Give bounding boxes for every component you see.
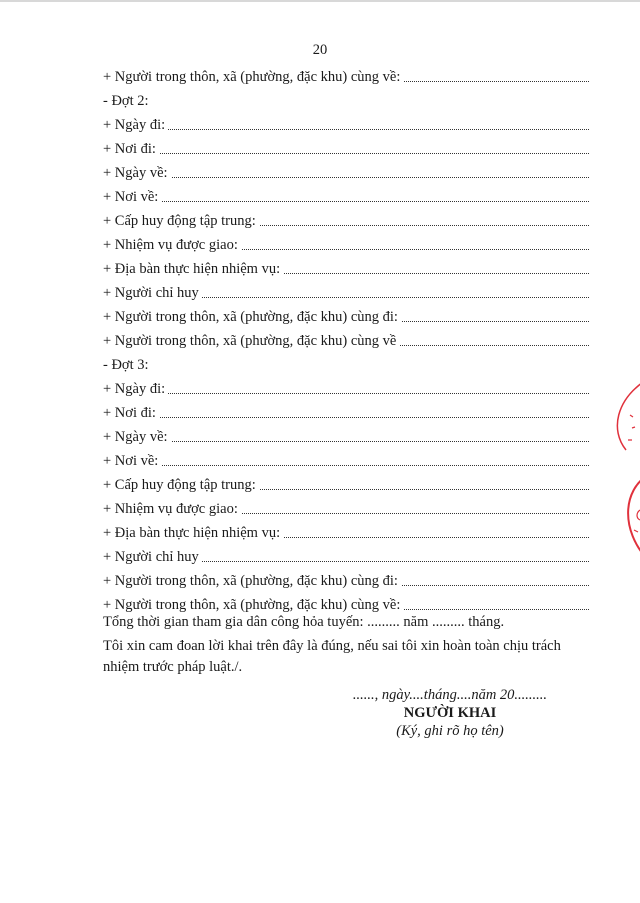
form-line-label: + Cấp huy động tập trung:: [103, 213, 259, 229]
form-line-label: + Người chỉ huy: [103, 549, 202, 565]
form-line-label: - Đợt 3:: [103, 357, 152, 373]
signature-title: NGƯỜI KHAI: [403, 705, 497, 721]
form-line-label: + Cấp huy động tập trung:: [103, 477, 259, 493]
form-line: [103, 572, 589, 590]
form-line-label: + Người trong thôn, xã (phường, đặc khu) cùng về: [103, 333, 399, 349]
form-line: [103, 140, 589, 158]
total-time-line: Tổng thời gian tham gia dân công hỏa tuyến: ......... năm ......... tháng.: [103, 614, 505, 630]
form-line-label: + Ngày đi:: [103, 117, 168, 133]
form-line-label: + Nhiệm vụ được giao:: [103, 237, 241, 253]
form-line-label: - Đợt 2:: [103, 93, 152, 109]
declaration-text: Tôi xin cam đoan lời khai trên đây là đúng, nếu sai tôi xin hoàn toàn chịu trách nhiệm trước pháp luật./.: [103, 638, 561, 675]
form-line: [103, 500, 589, 518]
form-line: [103, 476, 589, 494]
form-line-label: + Nơi về:: [103, 453, 161, 469]
form-line-label: + Ngày đi:: [103, 381, 168, 397]
form-line-label: + Nơi về:: [103, 189, 161, 205]
form-line-label: + Ngày về:: [103, 429, 171, 445]
form-line: [103, 92, 589, 110]
form-line: [103, 116, 589, 134]
page-number: 20: [312, 42, 328, 58]
form-line: [103, 548, 589, 566]
form-line-label: + Người chỉ huy: [103, 285, 202, 301]
form-line-label: + Người trong thôn, xã (phường, đặc khu) cùng đi:: [103, 309, 401, 325]
top-border: [0, 0, 640, 2]
form-line-label: + Người trong thôn, xã (phường, đặc khu) cùng về:: [103, 69, 403, 85]
form-line: [103, 260, 589, 278]
form-line: [103, 404, 589, 422]
form-line-label: + Địa bàn thực hiện nhiệm vụ:: [103, 261, 283, 277]
form-line: [103, 452, 589, 470]
form-line-label: + Nơi đi:: [103, 141, 159, 157]
form-line: [103, 212, 589, 230]
form-line: [103, 284, 589, 302]
form-line-label: + Địa bàn thực hiện nhiệm vụ:: [103, 525, 283, 541]
form-line: [103, 68, 589, 86]
form-line: [103, 164, 589, 182]
form-line: [103, 332, 589, 350]
form-line: [103, 188, 589, 206]
form-line-label: + Nhiệm vụ được giao:: [103, 501, 241, 517]
form-line: [103, 236, 589, 254]
signature-note: (Ký, ghi rõ họ tên): [396, 723, 504, 739]
form-line-label: + Nơi đi:: [103, 405, 159, 421]
form-line-label: + Người trong thôn, xã (phường, đặc khu) cùng về:: [103, 597, 403, 613]
red-stamp-fragment: [608, 380, 640, 580]
form-line: [103, 428, 589, 446]
form-line-label: + Người trong thôn, xã (phường, đặc khu) cùng đi:: [103, 573, 401, 589]
form-line: [103, 356, 589, 374]
form-line-label: + Ngày về:: [103, 165, 171, 181]
signature-date-line: ......, ngày....tháng....năm 20.........: [352, 687, 548, 703]
form-line: [103, 524, 589, 542]
form-line: [103, 380, 589, 398]
form-line: [103, 308, 589, 326]
